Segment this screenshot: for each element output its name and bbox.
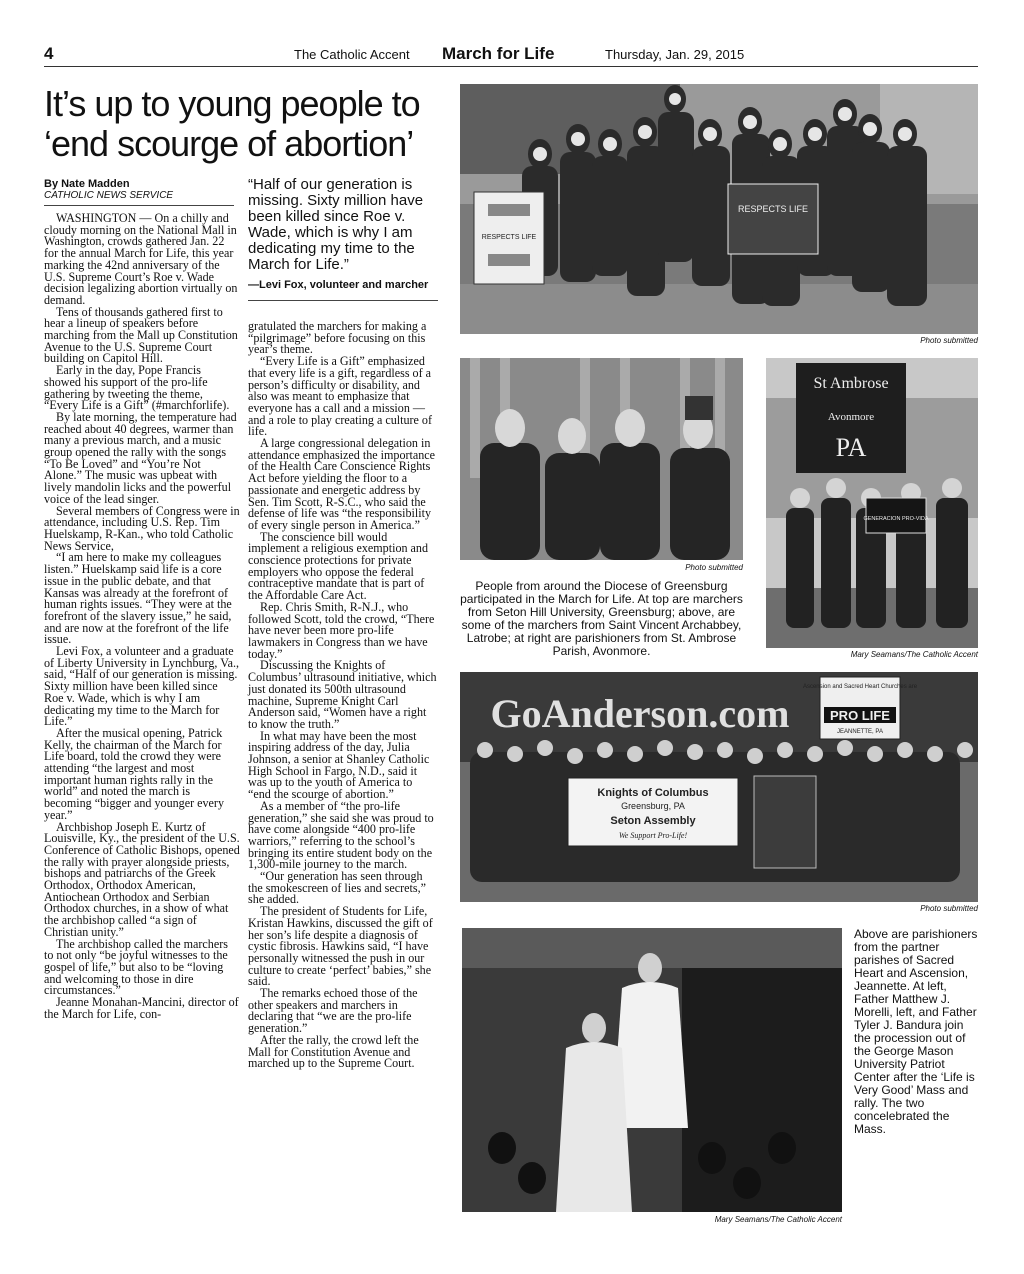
banner-text: Seton Assembly <box>610 815 696 827</box>
sign-text: RESPECTS LIFE <box>737 204 809 214</box>
byline <box>44 178 234 206</box>
paragraph: Discussing the Knights of Columbus’ ultrasound initiative, which just donated its 500th ultrasound machine, Supreme Knight Carl Anderson said, “Women have a right to know the truth.” <box>248 658 437 731</box>
paragraph: Several members of Congress were in attendance, including U.S. Rep. Tim Huelskamp, R-Kan., who told Catholic News Service, <box>44 503 240 553</box>
pull-quote-attribution: —Levi Fox, volunteer and marcher <box>248 279 429 291</box>
paragraph: Jeanne Monahan-Mancini, director of the March for Life, con- <box>44 995 239 1021</box>
paragraph: The remarks echoed those of the other speakers and marchers in declaring that “we are the pro-life generation.” <box>248 986 418 1036</box>
photo-credit: Photo submitted <box>920 336 978 345</box>
sign-text: RESPECTS LIFE <box>481 234 537 241</box>
byline-org: CATHOLIC NEWS SERVICE <box>44 190 174 201</box>
banner-text: Greensburg, PA <box>621 801 685 811</box>
banner-text: PA <box>835 433 867 462</box>
paragraph: “I am here to make my colleagues listen.” Huelskamp said life is a core issue in the public debate, and that Kansas was already at the forefront of human rights issues. “They were at the forefront of the slavery issue,” he said, and are now at the forefront of the life issue. <box>44 550 232 647</box>
photo-credit: Photo submitted <box>685 563 743 572</box>
photo-seton-hill-marchers <box>460 84 978 334</box>
banner-text: We Support Pro-Life! <box>618 831 688 840</box>
headline: It’s up to young people to ‘end scourge of abortion’ <box>44 83 420 164</box>
pull-quote <box>248 177 438 291</box>
article-column-2 <box>248 321 438 1070</box>
article-column-1 <box>44 213 240 1021</box>
photo-caption: Above are parishioners from the partner parishes of Sacred Heart and Ascension, Jeannette. At left, Father Matthew J. Morelli, left, and Father Tyler J. Bandura join the procession out of the George Mason University Patriot Center after the ‘Life is Very Good’ Mass and rally. The two concelebrated the Mass. <box>854 927 978 1136</box>
byline-author: By Nate Madden <box>44 178 130 190</box>
paragraph: The president of Students for Life, Kristan Hawkins, discussed the gift of her son’s life despite a diagnosis of cystic fibrosis. Hawkins said, “I have personally witnessed the push in our culture to create ‘perfect’ babies,” she said. <box>248 904 433 989</box>
photo-jeannette-parishioners <box>460 672 978 902</box>
photo-caption: People from around the Diocese of Greensburg participated in the March for Life. At top are marchers from Seton Hill University, Greensburg; above, are some of the marchers from Saint Vincent Archabbey, Latrobe; at right are parishioners from St. Ambrose Parish, Avonmore. <box>460 579 743 658</box>
paragraph: Early in the day, Pope Francis showed his support of the pro-life gathering by tweeting the theme, “Every Life is a Gift” (#marchforlife). <box>44 363 230 413</box>
sign-text: PRO LIFE <box>830 708 890 723</box>
paragraph: Archbishop Joseph E. Kurtz of Louisville, Ky., the president of the U.S. Conference of Catholic Bishops, opened the rally with prayer alongside priests, bishops and patriarchs of the Greek Orthodox, Orthodox American, Antiochean Orthodox and Serbian Orthodox churches, in a show of what the archbishop called “a sign of Christian unity.” <box>44 819 240 939</box>
paragraph: gratulated the marchers for making a “pilgrimage” before focusing on this year’s theme. <box>248 319 427 357</box>
paragraph: “Our generation has seen through the smokescreen of lies and secrets,” she added. <box>248 869 426 907</box>
photo-procession <box>462 928 842 1212</box>
banner-text: Avonmore <box>827 411 875 423</box>
paragraph: Rep. Chris Smith, R-N.J., who followed Scott, told the crowd, “There have never been more pro-life lawmakers in Congress than we have today.” <box>248 599 435 661</box>
paragraph: The conscience bill would implement a religious exemption and conscience protections for private employers who oppose the federal contraceptive mandate that is part of the Affordable Care Act. <box>248 529 429 603</box>
paragraph: Levi Fox, a volunteer and a graduate of Liberty University in Lynchburg, Va., said, “Half of our generation is missing. Sixty million have been killed since Roe v. Wade, which is why I am dedicating my time to the March for Life.” <box>44 644 240 729</box>
paragraph: As a member of “the pro-life generation,” she said she was proud to have come alongside “400 pro-life warriors,” referring to the school’s bringing its entire student body on the 1,300-mile journey to the march. <box>248 798 434 872</box>
photo-credit: Photo submitted <box>920 904 978 913</box>
sign-text: JEANNETTE, PA <box>837 729 883 735</box>
paragraph: After the rally, the crowd left the Mall for Constitution Avenue and marched up to the Supreme Court. <box>248 1032 419 1071</box>
divider <box>248 300 438 301</box>
paragraph: In what may have been the most inspiring address of the day, Julia Johnson, a senior at Shanley Catholic High School in Fargo, N.D., said it was up to the youth of America to “end the scourge of abortion.” <box>248 728 430 802</box>
paragraph: After the musical opening, Patrick Kelly, the chairman of the March for Life board, told the crowd they were attending “the largest and most important human rights rally in the world” and noted the march is becoming “bigger and younger every year.” <box>44 725 224 822</box>
paragraph: The archbishop called the marchers to not only “be joyful witnesses to the gospel of life,” but also to be “loving and welcoming to those in dire circumstances.” <box>44 936 228 998</box>
paragraph: Tens of thousands gathered first to hear a lineup of speakers before marching from the Mall up Constitution Avenue to the U.S. Supreme Court building on Capitol Hill. <box>44 304 238 366</box>
sign-text: GENERACION PRO-VIDA <box>863 516 929 522</box>
paragraph: “Every Life is a Gift” emphasized that every life is a gift, regardless of a person’s difficulty or disability, and also was meant to emphasize that everyone has a call and a mission — and a role to play creating a culture of life. <box>248 354 433 439</box>
sign-text: Ascension and Sacred Heart Churches are <box>802 684 918 690</box>
bus-text: GoAnderson.com <box>490 691 790 736</box>
paragraph: WASHINGTON — On a chilly and cloudy morning on the National Mall in Washington, crowds gathered Jan. 22 for the annual March for Life, this year marking the 42nd anniversary of the U.S. Supreme Court’s Roe v. Wade decision legalizing abortion virtually on demand. <box>44 211 238 307</box>
banner-text: St Ambrose <box>813 375 889 392</box>
photo-st-ambrose-parishioners <box>766 358 978 648</box>
page-header <box>44 44 978 67</box>
issue-date: Thursday, Jan. 29, 2015 <box>605 47 745 62</box>
paper-name: The Catholic Accent <box>294 47 410 62</box>
banner-text: Knights of Columbus <box>597 787 709 799</box>
pull-quote-text: “Half of our generation is missing. Sixty million have been killed since Roe v. Wade, which is why I am dedicating my time to the March for Life.” <box>248 176 424 273</box>
section-title: March for Life <box>442 44 555 63</box>
photo-saint-vincent-marchers <box>460 358 743 560</box>
photo-credit: Mary Seamans/The Catholic Accent <box>850 650 978 659</box>
paragraph: By late morning, the temperature had reached about 40 degrees, warmer than many a previous march, and a music group opened the rally with the songs “To Be Loved” and “You’re Not Alone.” The music was upbeat with lively mandolin licks and the powerful voice of the lead singer. <box>44 409 237 506</box>
paragraph: A large congressional delegation in attendance emphasized the importance of the Health Care Conscience Rights Act before yielding the floor to a passionate and energetic address by Sen. Tim Scott, R-S.C., who said the defense of life was “the responsibility of every single person in America.” <box>248 436 436 532</box>
page-number: 4 <box>44 44 54 63</box>
photo-credit: Mary Seamans/The Catholic Accent <box>714 1215 842 1224</box>
